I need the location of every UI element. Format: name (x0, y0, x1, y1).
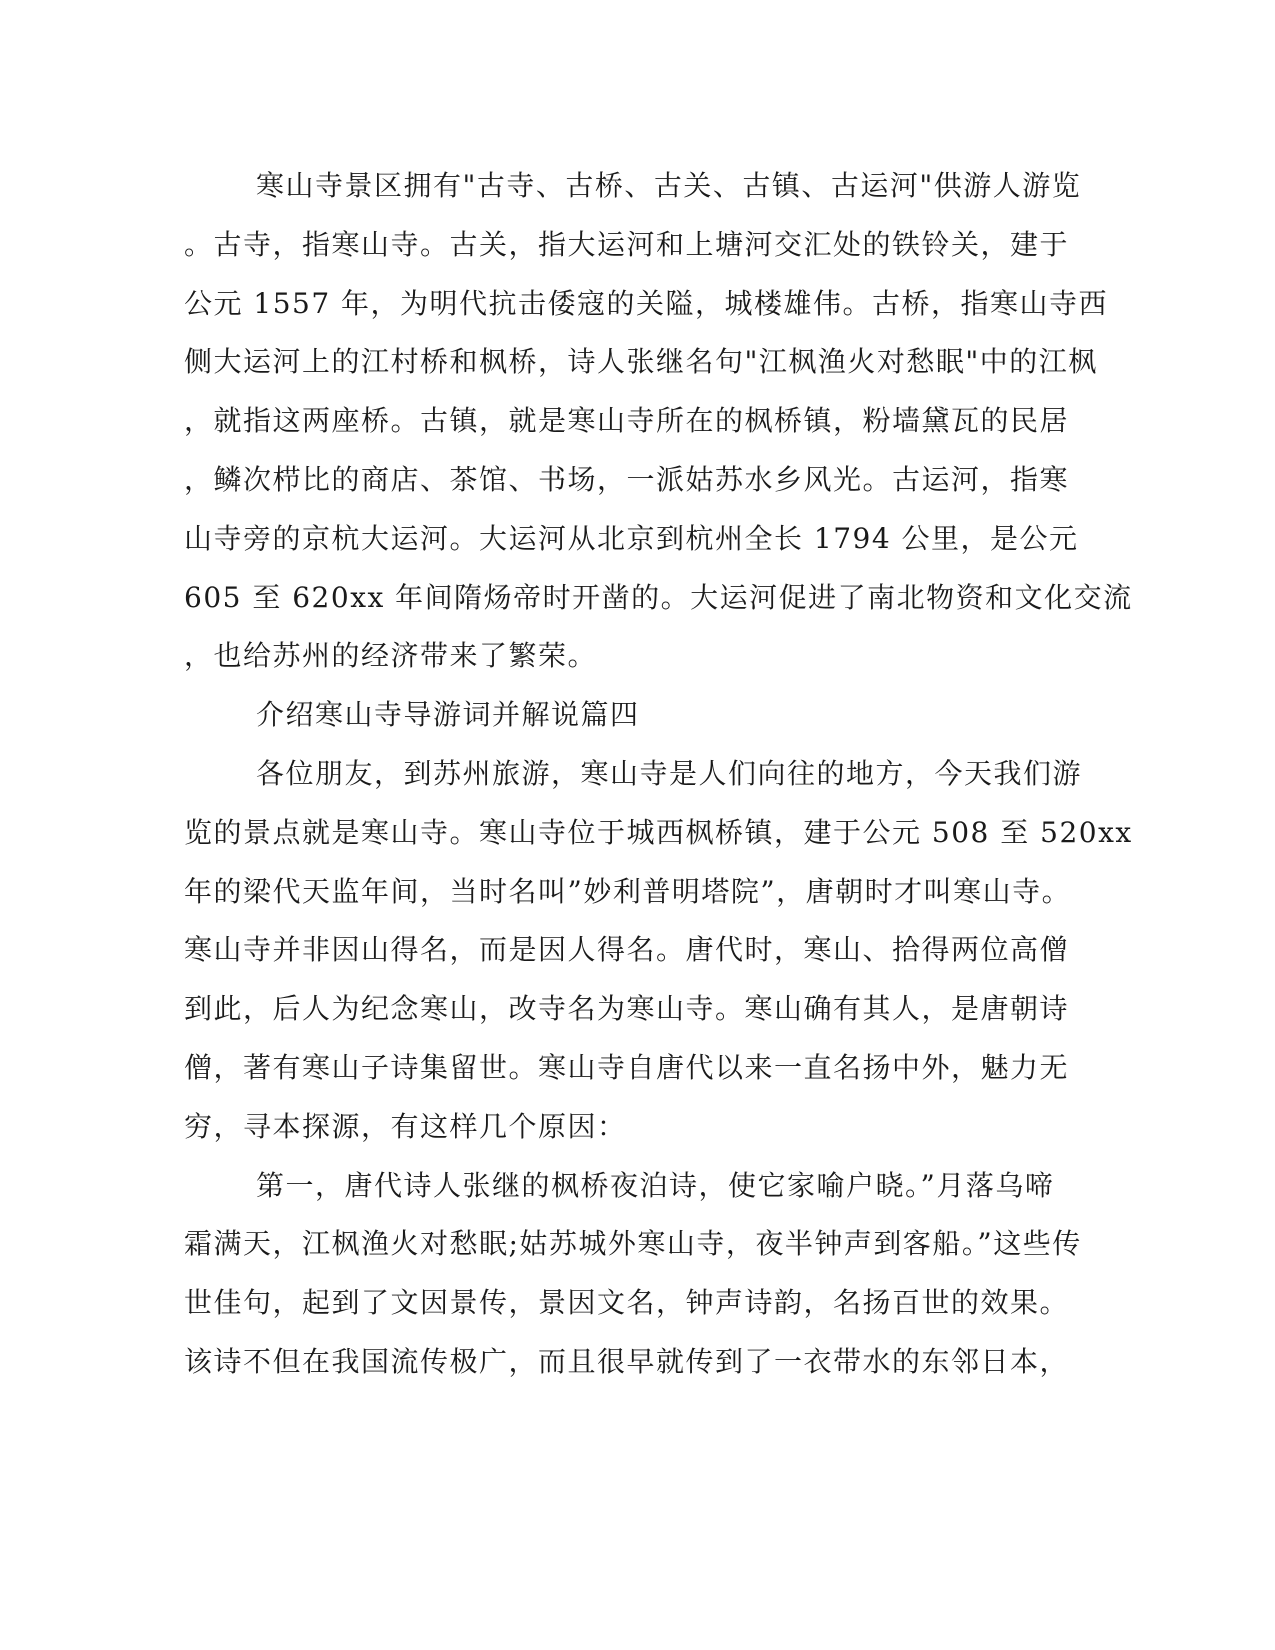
text-line: 侧大运河上的江村桥和枫桥，诗人张继名句"江枫渔火对愁眠"中的江枫 (184, 345, 1098, 379)
text-line: 公元 1557 年，为明代抗击倭寇的关隘，城楼雄伟。古桥，指寒山寺西 (184, 286, 1109, 320)
section-heading (184, 686, 1064, 745)
paragraph-first-reason (184, 1157, 1082, 1392)
text-line: 霜满天，江枫渔火对愁眠;姑苏城外寒山寺，夜半钟声到客船。”这些传 (184, 1227, 1082, 1261)
text-line: 。古寺，指寒山寺。古关，指大运河和上塘河交汇处的铁铃关，建于 (184, 227, 1070, 261)
text-line: 览的景点就是寒山寺。寒山寺位于城西枫桥镇，建于公元 508 至 520xx (184, 815, 1133, 849)
text-line: ，就指这两座桥。古镇，就是寒山寺所在的枫桥镇，粉墙黛瓦的民居 (184, 404, 1070, 438)
text-line: 年的梁代天监年间，当时名叫”妙利普明塔院”，唐朝时才叫寒山寺。 (184, 874, 1072, 908)
text-line: 世佳句，起到了文因景传，景因文名，钟声诗韵，名扬百世的效果。 (184, 1286, 1070, 1320)
paragraph-introduction (184, 745, 1133, 1157)
text-line: 山寺旁的京杭大运河。大运河从北京到杭州全长 1794 公里，是公元 (184, 521, 1079, 555)
text-line: 第一，唐代诗人张继的枫桥夜泊诗，使它家喻户晓。”月落乌啼 (256, 1168, 1055, 1202)
text-line: 到此，后人为纪念寒山，改寺名为寒山寺。寒山确有其人，是唐朝诗 (184, 992, 1070, 1026)
paragraph-scenic-area (184, 157, 1133, 686)
text-line: 穷，寻本探源，有这样几个原因： (184, 1109, 627, 1143)
text-line: ，也给苏州的经济带来了繁荣。 (184, 639, 598, 673)
text-line: 僧，著有寒山子诗集留世。寒山寺自唐代以来一直名扬中外，魅力无 (184, 1050, 1070, 1084)
text-line: 605 至 620xx 年间隋炀帝时开凿的。大运河促进了南北物资和文化交流 (184, 580, 1133, 614)
text-line: 该诗不但在我国流传极广，而且很早就传到了一衣带水的东邻日本， (184, 1344, 1070, 1378)
text-line: 寒山寺并非因山得名，而是因人得名。唐代时，寒山、拾得两位高僧 (184, 933, 1070, 967)
document-body (184, 157, 1133, 1392)
text-line: 各位朋友，到苏州旅游，寒山寺是人们向往的地方，今天我们游 (256, 756, 1083, 790)
text-line: 寒山寺景区拥有"古寺、古桥、古关、古镇、古运河"供游人游览 (256, 169, 1082, 202)
text-line: ，鳞次栉比的商店、茶馆、书场，一派姑苏水乡风光。古运河，指寒 (184, 462, 1070, 496)
section-title: 介绍寒山寺导游词并解说篇四 (256, 698, 640, 732)
